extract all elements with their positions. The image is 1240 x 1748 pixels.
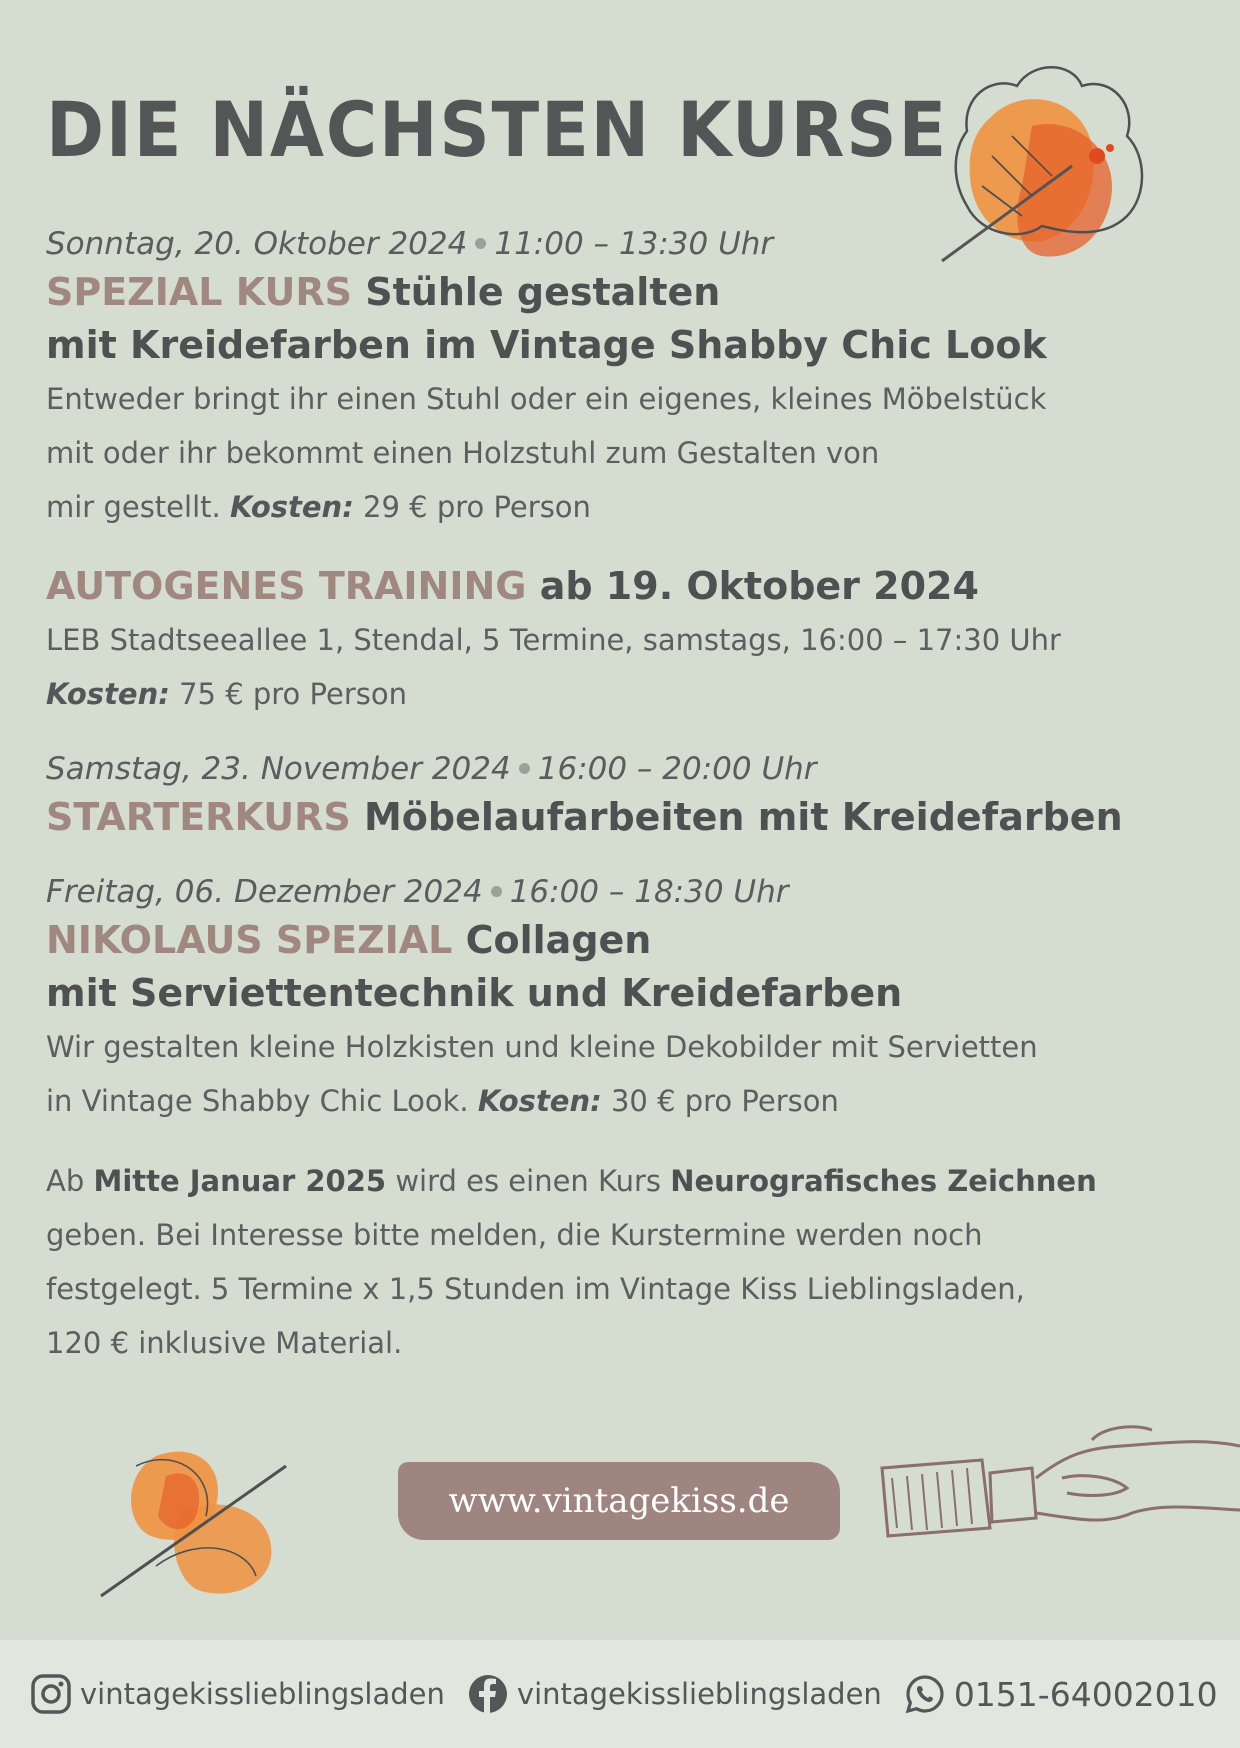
- facebook-icon: [467, 1673, 509, 1715]
- cost-value: 75 € pro Person: [179, 677, 407, 711]
- course-title-line: Collagen: [465, 918, 652, 962]
- description-text: in Vintage Shabby Chic Look.: [46, 1084, 469, 1118]
- time-text: 11:00 – 13:30 Uhr: [494, 226, 774, 262]
- course-title-line: Möbelaufarbeiten mit Kreidefarben: [363, 795, 1123, 839]
- course-label: STARTERKURS: [46, 795, 351, 839]
- outlook-line: 120 € inklusive Material.: [46, 1326, 403, 1360]
- course-description: mit oder ihr bekommt einen Holzstuhl zum Gestalten von: [46, 436, 880, 470]
- outlook-paragraph: [46, 1154, 1206, 1370]
- time-text: 16:00 – 20:00 Uhr: [537, 751, 817, 787]
- course-item: [46, 870, 1206, 1128]
- whatsapp-icon: [904, 1673, 946, 1715]
- time-text: 16:00 – 18:30 Uhr: [509, 874, 789, 910]
- outlook-text: wird es einen Kurs: [395, 1164, 661, 1198]
- course-label: AUTOGENES TRAINING: [46, 564, 527, 608]
- course-title: [46, 560, 1206, 613]
- date-text: Sonntag, 20. Oktober 2024: [46, 226, 468, 262]
- description-text: mir gestellt.: [46, 490, 221, 524]
- outlook-line: geben. Bei Interesse bitte melden, die Kurstermine werden noch: [46, 1218, 983, 1252]
- leaf-bottom-icon: [96, 1436, 296, 1606]
- course-item: [46, 222, 1206, 534]
- separator-dot-icon: [491, 886, 502, 897]
- cost-label: Kosten:: [477, 1084, 602, 1118]
- date-text: Samstag, 23. November 2024: [46, 751, 511, 787]
- course-title-line: ab 19. Oktober 2024: [539, 564, 979, 608]
- outlook-highlight: Neurografisches Zeichnen: [670, 1164, 1097, 1198]
- date-text: Freitag, 06. Dezember 2024: [46, 874, 483, 910]
- page-title: DIE NÄCHSTEN KURSE: [46, 85, 949, 174]
- instagram-handle: vintagekisslieblingsladen: [80, 1677, 445, 1711]
- course-title: [46, 791, 1206, 844]
- course-list: [46, 222, 1206, 1396]
- course-date: [46, 870, 1206, 914]
- outlook-line: [46, 1154, 1206, 1208]
- separator-dot-icon: [475, 238, 486, 249]
- course-description: Entweder bringt ihr einen Stuhl oder ein eigenes, kleines Möbelstück: [46, 382, 1047, 416]
- instagram-icon: [30, 1673, 72, 1715]
- course-description: Wir gestalten kleine Holzkisten und kleine Dekobilder mit Servietten: [46, 1030, 1038, 1064]
- course-description: [46, 667, 1206, 721]
- course-description: LEB Stadtseeallee 1, Stendal, 5 Termine, samstags, 16:00 – 17:30 Uhr: [46, 623, 1061, 657]
- whatsapp-contact[interactable]: [904, 1673, 1218, 1715]
- outlook-line: festgelegt. 5 Termine x 1,5 Stunden im Vintage Kiss Lieblingsladen,: [46, 1272, 1025, 1306]
- facebook-contact[interactable]: [467, 1673, 882, 1715]
- course-description: [46, 480, 1206, 534]
- instagram-contact[interactable]: [30, 1673, 445, 1715]
- course-item: [46, 747, 1206, 844]
- course-title: [46, 914, 1206, 967]
- website-link[interactable]: www.vintagekiss.de: [398, 1462, 840, 1540]
- cost-value: 29 € pro Person: [363, 490, 591, 524]
- course-date: [46, 747, 1206, 791]
- course-title-line: mit Kreidefarben im Vintage Shabby Chic Look: [46, 323, 1047, 367]
- course-title-line: mit Serviettentechnik und Kreidefarben: [46, 971, 903, 1015]
- cost-value: 30 € pro Person: [610, 1084, 839, 1118]
- contact-footer: [0, 1640, 1240, 1748]
- course-label: NIKOLAUS SPEZIAL: [46, 918, 453, 962]
- course-date: [46, 222, 1206, 266]
- facebook-handle: vintagekisslieblingsladen: [516, 1677, 882, 1711]
- course-title: [46, 266, 1206, 319]
- course-description: [46, 1074, 1206, 1128]
- outlook-highlight: Mitte Januar 2025: [93, 1164, 387, 1198]
- separator-dot-icon: [519, 763, 530, 774]
- paintbrush-hand-icon: [862, 1418, 1240, 1558]
- course-item: [46, 560, 1206, 721]
- course-title-line: Stühle gestalten: [365, 270, 721, 314]
- cost-label: Kosten:: [229, 490, 354, 524]
- phone-number: 0151-64002010: [953, 1674, 1218, 1714]
- cost-label: Kosten:: [46, 677, 170, 711]
- outlook-text: Ab: [46, 1164, 85, 1198]
- course-label: SPEZIAL KURS: [46, 270, 352, 314]
